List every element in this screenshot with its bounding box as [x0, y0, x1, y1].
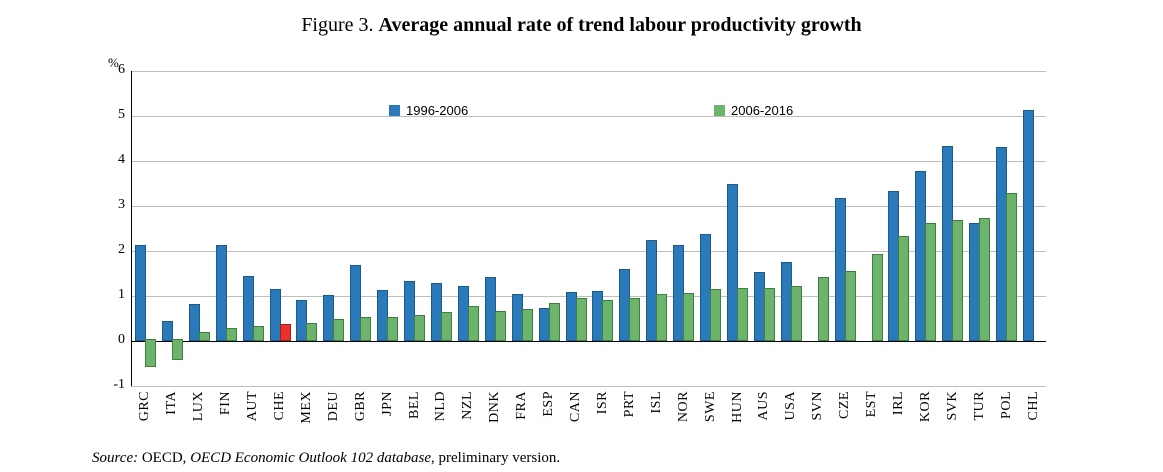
bar-esp-2006-2016 [549, 303, 560, 341]
x-tick-label-grc: GRC [137, 391, 153, 422]
x-tick-label-nzl: NZL [460, 391, 476, 420]
x-tick-label-dnk: DNK [487, 391, 503, 423]
x-tick-label-chl: CHL [1025, 391, 1041, 421]
x-tick-label-aut: AUT [245, 391, 261, 422]
source-database: OECD Economic Outlook 102 database [190, 450, 431, 466]
bar-dnk-2006-2016 [495, 311, 506, 341]
bar-svk-2006-2016 [952, 220, 963, 341]
figure-title-main: Average annual rate of trend labour productivity growth [378, 14, 862, 36]
x-tick-label-svn: SVN [810, 391, 826, 421]
x-tick-label-pol: POL [998, 391, 1014, 419]
y-tick-label: 5 [118, 107, 125, 122]
bar-ita-2006-2016 [172, 339, 183, 360]
source-text-after: , preliminary version. [431, 450, 561, 466]
x-tick-label-isr: ISR [594, 391, 610, 415]
x-tick-label-nor: NOR [675, 391, 691, 423]
x-tick-label-hun: HUN [729, 391, 745, 423]
bar-che-2006-2016 [280, 324, 291, 341]
bar-isl-2006-2016 [656, 294, 667, 341]
y-tick-label: 3 [118, 197, 125, 212]
figure-title [0, 14, 1163, 37]
y-tick-label: 0 [118, 332, 125, 347]
bar-mex-2006-2016 [306, 323, 317, 341]
bar-swe-2006-2016 [710, 289, 721, 341]
x-tick-label-mex: MEX [298, 391, 314, 424]
figure-title-prefix: Figure 3. [301, 14, 374, 36]
bar-irl-2006-2016 [898, 236, 909, 342]
x-tick-label-kor: KOR [917, 391, 933, 423]
bar-fra-2006-2016 [522, 309, 533, 341]
x-tick-label-tur: TUR [971, 391, 987, 421]
x-tick-label-fin: FIN [218, 391, 234, 416]
x-tick-label-svk: SVK [944, 391, 960, 421]
legend-swatch-icon [714, 105, 725, 116]
bar-svn-2006-2016 [818, 277, 829, 341]
legend-swatch-icon [389, 105, 400, 116]
x-tick-label-aus: AUS [756, 391, 772, 421]
x-tick-label-che: CHE [272, 391, 287, 421]
legend-label: 2006-2016 [731, 103, 794, 118]
bar-chl-1996-2006 [1023, 110, 1034, 342]
x-tick-label-jpn: JPN [379, 391, 395, 416]
y-tick-label: 4 [118, 152, 125, 167]
bar-cze-2006-2016 [845, 271, 856, 341]
bar-hun-2006-2016 [737, 288, 748, 341]
x-tick-label-ita: ITA [164, 391, 180, 415]
bar-nor-2006-2016 [683, 293, 694, 341]
y-tick-label: 2 [118, 242, 125, 257]
bar-lux-2006-2016 [199, 332, 210, 341]
bar-kor-2006-2016 [925, 223, 936, 341]
bar-aus-2006-2016 [764, 288, 775, 341]
bar-can-2006-2016 [576, 298, 587, 341]
bar-deu-2006-2016 [333, 319, 344, 341]
bar-isr-2006-2016 [602, 300, 613, 341]
bar-usa-2006-2016 [791, 286, 802, 341]
legend-label: 1996-2006 [406, 103, 469, 118]
source-note [92, 450, 560, 467]
x-tick-label-irl: IRL [890, 391, 906, 416]
y-tick-label: -1 [113, 377, 125, 392]
bar-pol-2006-2016 [1006, 193, 1017, 341]
y-tick-label: 6 [118, 62, 125, 77]
x-tick-label-bel: BEL [406, 391, 422, 419]
bar-fin-1996-2006 [216, 245, 227, 342]
x-tick-label-gbr: GBR [352, 391, 368, 422]
bar-grc-2006-2016 [145, 339, 156, 367]
bar-bel-2006-2016 [414, 315, 425, 341]
x-tick-label-swe: SWE [702, 391, 718, 423]
bar-nld-2006-2016 [441, 312, 452, 341]
gridline [131, 386, 1046, 387]
y-tick-label: 1 [118, 287, 125, 302]
bar-prt-2006-2016 [629, 298, 640, 341]
x-tick-label-isl: ISL [648, 391, 664, 414]
bar-nzl-2006-2016 [468, 306, 479, 341]
source-text-before: OECD, [141, 450, 187, 466]
x-tick-label-deu: DEU [325, 391, 341, 422]
x-tick-label-est: EST [864, 391, 880, 418]
x-tick-label-cze: CZE [837, 391, 853, 419]
source-label: Source: [92, 450, 139, 466]
bar-jpn-2006-2016 [387, 317, 398, 341]
x-tick-label-prt: PRT [621, 391, 637, 418]
bar-aut-2006-2016 [253, 326, 264, 342]
bar-est-2006-2016 [872, 254, 883, 341]
legend-item-1996-2006[interactable] [389, 103, 468, 118]
x-tick-label-esp: ESP [541, 391, 557, 417]
bar-gbr-2006-2016 [360, 317, 371, 341]
bar-grc-1996-2006 [135, 245, 146, 341]
x-tick-label-fra: FRA [514, 391, 530, 420]
y-axis-unit-label: % [108, 55, 119, 70]
legend-item-2006-2016[interactable] [714, 103, 793, 118]
x-tick-label-usa: USA [783, 391, 799, 421]
x-tick-label-lux: LUX [191, 391, 207, 422]
x-tick-label-nld: NLD [433, 391, 449, 422]
x-tick-label-can: CAN [568, 391, 584, 423]
chart-legend [0, 103, 1163, 123]
bar-fin-2006-2016 [226, 328, 237, 341]
bar-tur-2006-2016 [979, 218, 990, 341]
bar-ita-1996-2006 [162, 321, 173, 341]
